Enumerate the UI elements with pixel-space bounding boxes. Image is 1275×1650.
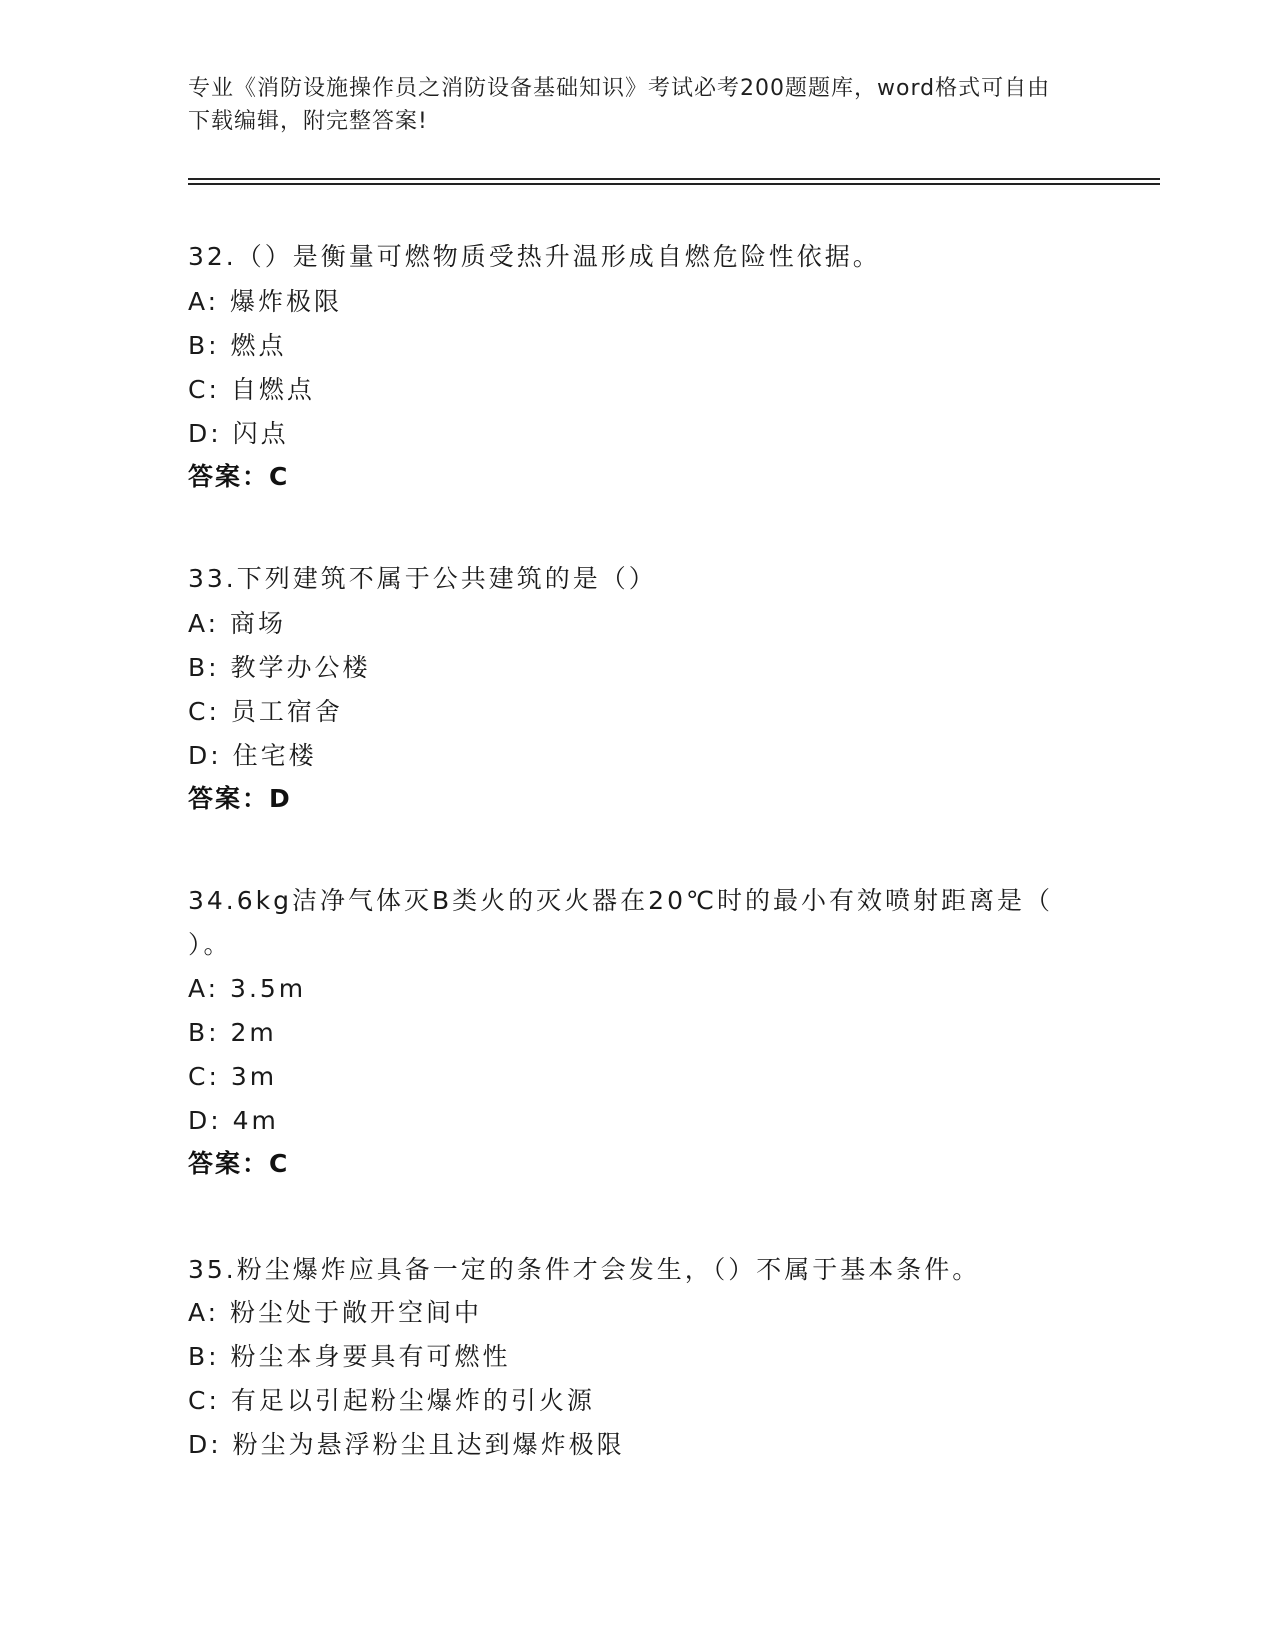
option-b: B: 燃点 xyxy=(188,331,287,360)
option-a: A: 商场 xyxy=(188,609,287,638)
answer-label: 答案：D xyxy=(188,784,292,813)
option-a: A: 3.5m xyxy=(188,974,307,1003)
answer-label: 答案：C xyxy=(188,462,290,491)
question-stem: 33.下列建筑不属于公共建筑的是（） xyxy=(188,564,657,593)
option-b: B: 2m xyxy=(188,1018,277,1047)
option-a: A: 粉尘处于敞开空间中 xyxy=(188,1298,483,1327)
option-c: C: 3m xyxy=(188,1062,278,1091)
answer-label: 答案：C xyxy=(188,1149,290,1178)
question-stem-line-1: 34.6kg洁净气体灭B类火的灭火器在20℃时的最小有效喷射距离是（ xyxy=(188,886,1054,915)
option-a: A: 爆炸极限 xyxy=(188,287,343,316)
option-d: D: 闪点 xyxy=(188,419,289,448)
document-header: 专业《消防设施操作员之消防设备基础知识》考试必考200题题库，word格式可自由下载编辑，附完整答案! xyxy=(188,76,1051,134)
question-stem: 35.粉尘爆炸应具备一定的条件才会发生，（）不属于基本条件。 xyxy=(188,1255,981,1284)
option-b: B: 教学办公楼 xyxy=(188,653,371,682)
header-divider-bottom xyxy=(188,183,1160,185)
option-c: C: 有足以引起粉尘爆炸的引火源 xyxy=(188,1386,595,1415)
option-b: B: 粉尘本身要具有可燃性 xyxy=(188,1342,511,1371)
question-stem-line-2: ）。 xyxy=(188,930,232,959)
option-d: D: 粉尘为悬浮粉尘且达到爆炸极限 xyxy=(188,1430,625,1459)
option-c: C: 员工宿舍 xyxy=(188,697,343,726)
option-d: D: 住宅楼 xyxy=(188,741,317,770)
option-c: C: 自燃点 xyxy=(188,375,315,404)
option-d: D: 4m xyxy=(188,1106,279,1135)
header-divider-top xyxy=(188,178,1160,180)
question-stem: 32.（）是衡量可燃物质受热升温形成自燃危险性依据。 xyxy=(188,242,881,271)
